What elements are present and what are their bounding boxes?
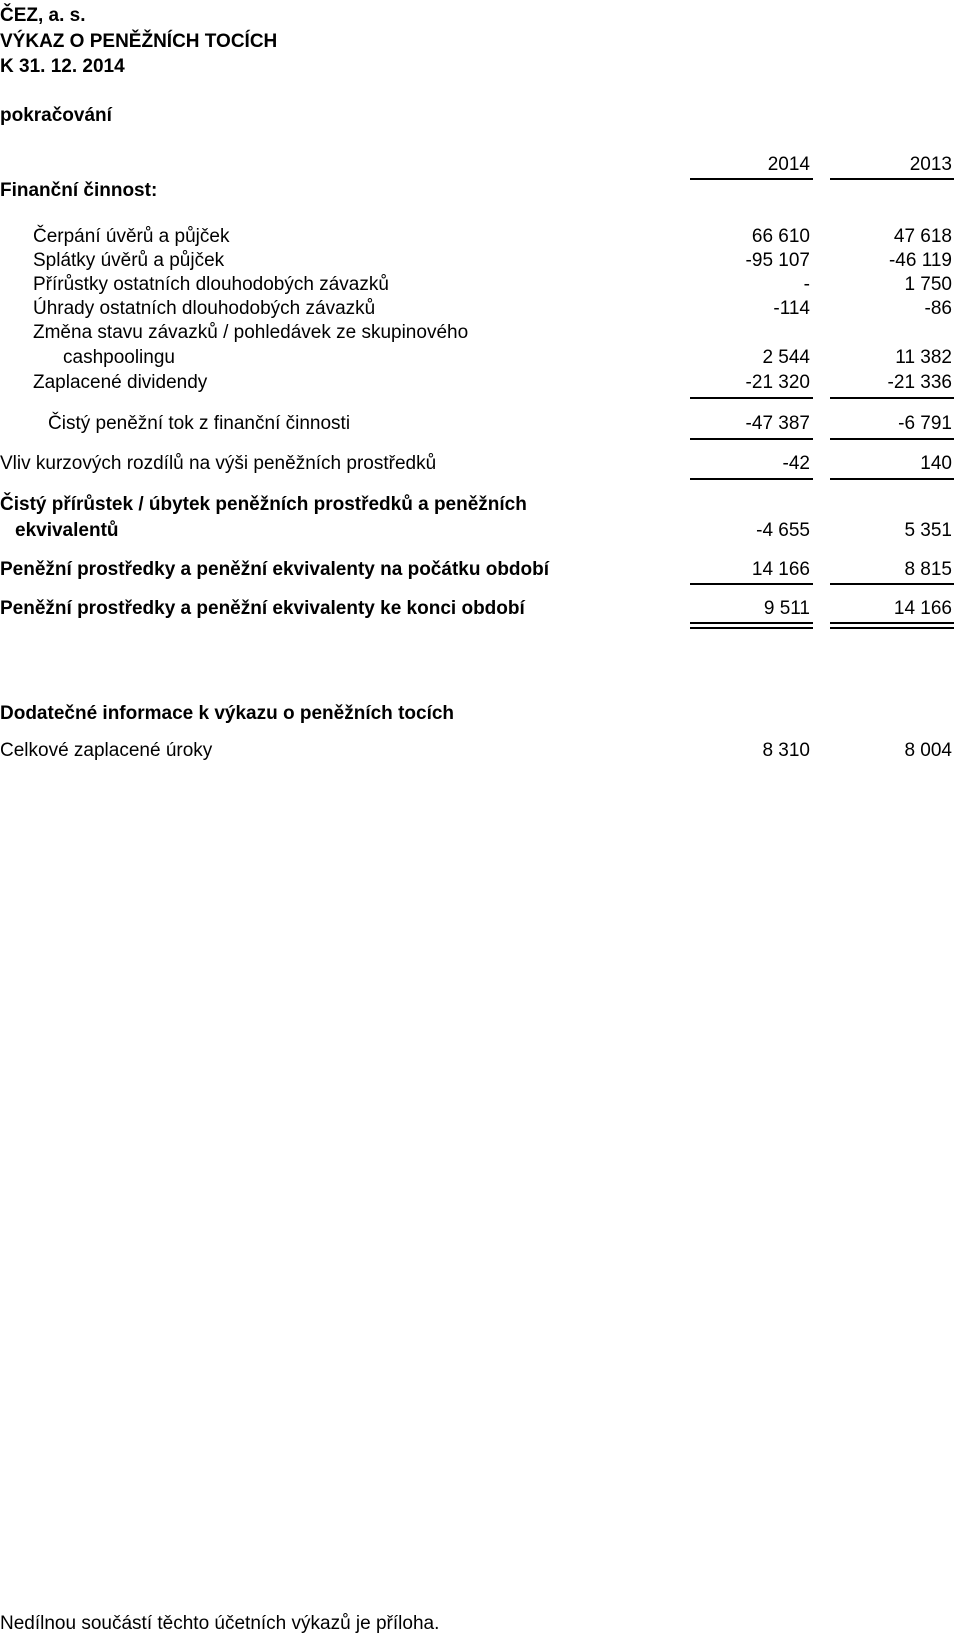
row-value-2014: - [803,274,810,295]
net-change-label-line2: ekvivalentů [15,520,119,541]
opening-balance-value-2013: 8 815 [904,559,952,580]
closing-balance-value-2013: 14 166 [893,598,952,619]
fx-effect-rule-2014 [690,478,813,480]
footer-note: Nedílnou součástí těchto účetních výkazů je příloha. [0,1613,440,1634]
fx-effect-value-2013: 140 [920,453,952,474]
statement-title: VÝKAZ O PENĚŽNÍCH TOCÍCH [0,31,278,52]
row-value-2013: -21 336 [887,372,952,393]
section-title: Finanční činnost: [0,180,158,201]
opening-balance-rule-2013 [830,583,954,585]
fx-effect-label: Vliv kurzových rozdílů na výši peněžních prostředků [0,453,437,474]
column-header-rule-2014 [690,178,813,180]
net-change-value-2013: 5 351 [904,520,952,541]
closing-balance-double-rule-bottom-2013 [830,627,954,629]
subtotal-value-2013: -6 791 [898,413,952,434]
row-label-cashpooling-line2: cashpoolingu [63,347,175,368]
subtotal-rule-2013 [830,397,954,399]
subtotal-rule-2014 [690,397,813,399]
row-value-2013: 47 618 [893,226,952,247]
column-header-2014: 2014 [767,154,810,175]
row-label-loans-repaid: Splátky úvěrů a půjček [33,250,225,271]
net-change-label-line1: Čistý přírůstek / úbytek peněžních prostředků a peněžních [0,494,527,515]
row-value-2013: 1 750 [904,274,952,295]
closing-balance-double-rule-top-2014 [690,622,813,624]
closing-balance-double-rule-top-2013 [830,622,954,624]
row-value-2014: 66 610 [751,226,810,247]
column-header-rule-2013 [830,178,954,180]
row-value-2014: -114 [773,298,810,319]
closing-balance-double-rule-bottom-2014 [690,627,813,629]
continued-label: pokračování [0,105,112,126]
closing-balance-label: Peněžní prostředky a peněžní ekvivalenty ke konci období [0,598,525,619]
supplementary-title: Dodatečné informace k výkazu o peněžních tocích [0,703,455,724]
interest-paid-value-2013: 8 004 [904,740,952,761]
fx-effect-value-2014: -42 [782,453,810,474]
net-change-value-2014: -4 655 [756,520,810,541]
company-name: ČEZ, a. s. [0,5,86,26]
statement-date: K 31. 12. 2014 [0,56,125,77]
row-label-cashpooling-line1: Změna stavu závazků / pohledávek ze skupinového [33,322,469,343]
opening-balance-rule-2014 [690,583,813,585]
row-label-other-liabilities-increase: Přírůstky ostatních dlouhodobých závazků [33,274,389,295]
opening-balance-value-2014: 14 166 [751,559,810,580]
subtotal-underline-2014 [690,438,813,440]
fx-effect-rule-2013 [830,478,954,480]
row-label-other-liabilities-repaid: Úhrady ostatních dlouhodobých závazků [33,298,376,319]
row-label-dividends-paid: Zaplacené dividendy [33,372,208,393]
closing-balance-value-2014: 9 511 [763,598,810,619]
subtotal-value-2014: -47 387 [745,413,810,434]
row-value-2013: 11 382 [895,347,952,368]
subtotal-label: Čistý peněžní tok z finanční činnosti [48,413,351,434]
row-value-2014: -21 320 [745,372,810,393]
row-value-2014: -95 107 [745,250,810,271]
row-value-2013: -46 119 [888,250,952,271]
subtotal-underline-2013 [830,438,954,440]
interest-paid-label: Celkové zaplacené úroky [0,740,213,761]
column-header-2013: 2013 [909,154,952,175]
interest-paid-value-2014: 8 310 [762,740,810,761]
row-value-2013: -86 [924,298,952,319]
row-value-2014: 2 544 [762,347,810,368]
opening-balance-label: Peněžní prostředky a peněžní ekvivalenty na počátku období [0,559,550,580]
row-label-loans-drawn: Čerpání úvěrů a půjček [33,226,230,247]
